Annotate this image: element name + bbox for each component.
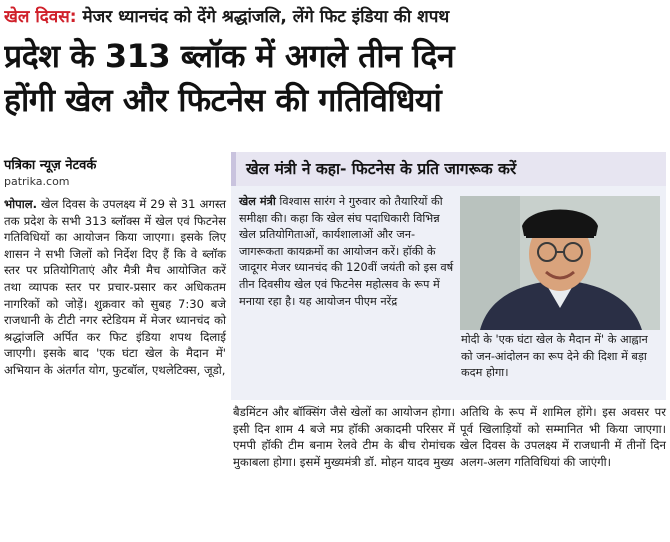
kicker — [4, 2, 666, 32]
column-1-paragraph — [4, 196, 226, 379]
minister-photo — [460, 196, 660, 330]
column-3-text: अतिथि के रूप में शामिल होंगे। इस अवसर पर पूर्व खिलाड़ियों को सम्मानित भी किया जाएगा। खेल दिवस के उपलक्ष्य में राजधानी में तीनों दिन अलग-अलग गतिविधियां की जाएंगी। — [460, 405, 666, 469]
headline-line-1: प्रदेश के 313 ब्लॉक में अगले तीन दिन — [4, 37, 455, 75]
byline-name: पत्रिका न्यूज़ नेटवर्क — [4, 158, 97, 173]
box-body: विश्वास सारंग ने गुरुवार को तैयारियों की समीक्षा की। कहा कि खेल संघ पदाधिकारी विभिन्न खेल प्रतियोगिताओं, कार्यशालाओं और जन-जागरूकता कायक्रमों का आयोजन करें। हॉकी के जादूगर मेजर ध्यानचंद की 120वीं जयंती को इस वर्ष तीन दिवसीय खेल एवं फिटनेस महोत्सव के रूप में मनाया रहा है। यह आयोजन पीएम नरेंद्र — [239, 195, 454, 308]
dateline: भोपाल. — [4, 197, 38, 211]
kicker-label: खेल दिवस: — [4, 7, 77, 27]
minister-photo-illustration — [460, 196, 660, 330]
article-column-3 — [460, 404, 666, 470]
column-1-text: खेल दिवस के उपलक्ष्य में 29 से 31 अगस्त तक प्रदेश के सभी 313 ब्लॉक्स में खेल एवं फिटनेस गतिविधियों का आयोजन किया जाएगा। इसके लिए शासन ने सभी जिलों को निर्देश दिए हैं कि वे ब्लॉक स्तर पर प्रतियोगिताएं और मैत्री मैच आयोजित करें तथा व्यापक स्तर पर प्रचार-प्रसार कर अधिकतम नागरिकों को जोड़ें। शुक्रवार को सुबह 7:30 बजे राजधानी के टीटी नगर स्टेडियम में मेजर ध्यानचंद को श्रद्धांजलि अर्पित कर फिट इंडिया शपथ दिलाई जाएगी। इसके बाद 'एक घंटा खेल के मैदान में' अभियान के अंतर्गत योग, फुटबॉल, एथलेटिक्स, जूडो, — [4, 197, 226, 377]
box-heading-bar — [231, 152, 666, 186]
minister-quote-box — [231, 152, 666, 400]
article-column-1 — [4, 196, 226, 379]
byline-site: patrika.com — [4, 175, 70, 188]
column-2-text: बैडमिंटन और बॉक्सिंग जैसे खेलों का आयोजन होगा। इसी दिन शाम 4 बजे मप्र हॉकी अकादमी परिसर में एमपी हॉकी टीम बनाम रेलवे टीम के बीच रोमांचक मुकाबला होगा। इसमें मुख्यमंत्री डॉ. मोहन यादव मुख्य — [233, 405, 455, 469]
headline-line-2: होंगी खेल और फिटनेस की गतिविधियां — [4, 81, 442, 119]
headline — [4, 34, 668, 122]
byline — [4, 157, 224, 189]
box-caption: मोदी के 'एक घंटा खेल के मैदान में' के आह्वान को जन-आंदोलन का रूप देने की दिशा में बड़ा कदम होगा। — [461, 333, 648, 380]
box-heading: खेल मंत्री ने कहा- फिटनेस के प्रति जागरूक करें — [246, 160, 517, 178]
article-column-2 — [233, 404, 455, 470]
box-text — [239, 194, 454, 310]
box-lead: खेल मंत्री — [239, 195, 276, 208]
kicker-text: मेजर ध्यानचंद को देंगे श्रद्धांजलि, लेंगे फिट इंडिया की शपथ — [82, 7, 450, 27]
